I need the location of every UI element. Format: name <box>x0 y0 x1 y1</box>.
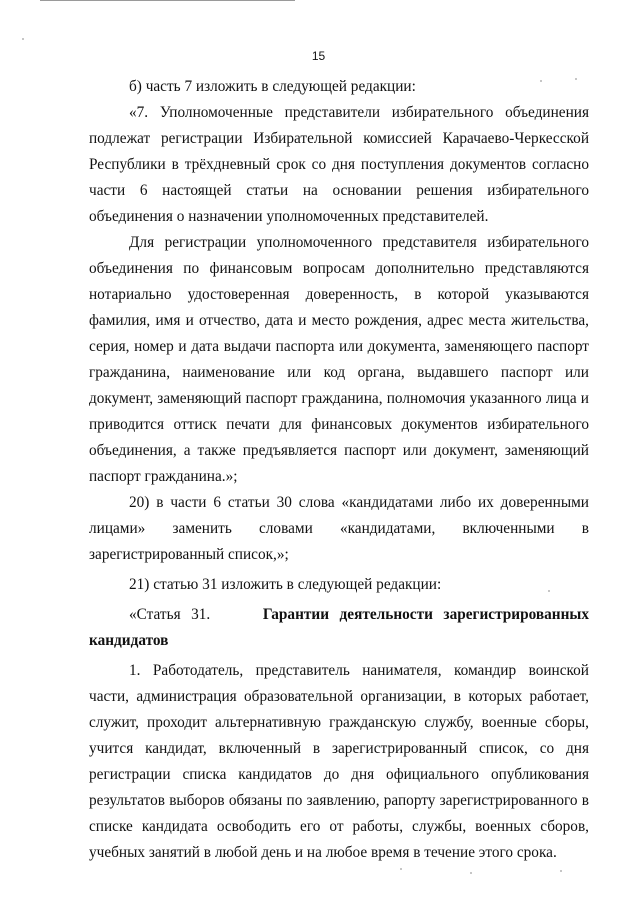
article-31-title: Гарантии деятельности зарегистрированных кандидатов <box>89 606 589 649</box>
article-31-label: «Статья 31. <box>129 606 211 623</box>
article-31-heading <box>89 602 589 654</box>
scan-edge-line <box>40 0 295 1</box>
scan-speck <box>470 872 472 874</box>
page-number: 15 <box>311 49 326 63</box>
paragraph-financial-representative: Для регистрации уполномоченного представителя избирательного объединения по финансовым вопросам дополнительно представляются нотариально удостоверенная доверенность, в которой указываются фамилия, имя и отчество, дата и место рождения, адрес места жительства, серия, номер и дата выдачи паспорта или документа, заменяющего паспорт гражданина, наименование или код органа, выдавшего паспорт или документ, заменяющий паспорт гражданина, полномочия указанного лица и приводится оттиск печати для финансовых документов избирательного объединения, а также предъявляется паспорт или документ, заменяющий паспорт гражданина.»; <box>89 234 589 485</box>
document-body <box>89 74 589 866</box>
scan-speck <box>400 868 402 870</box>
paragraph-amendment-b: б) часть 7 изложить в следующей редакции: <box>129 78 416 95</box>
paragraph-part-7: «7. Уполномоченные представители избирательного объединения подлежат регистрации Избирательной комиссией Карачаево-Черкесской Республики в трёхдневный срок со дня поступления документов согласно части 6 настоящей статьи на основании решения избирательного объединения о назначении уполномоченных представителей. <box>89 104 589 225</box>
paragraph-article-31-item-1: 1. Работодатель, представитель нанимателя, командир воинской части, администрация образовательной организации, в которых работает, служит, проходит альтернативную гражданскую службу, военные сборы, учится кандидат, включенный в зарегистрированный список, со дня регистрации списка кандидатов до дня официального опубликования результатов выборов обязаны по заявлению, рапорту зарегистрированного в списке кандидата освободить его от работы, службы, военных сборов, учебных занятий в любой день и на любое время в течение этого срока. <box>89 662 589 861</box>
scan-speck <box>22 38 24 40</box>
paragraph-amendment-20: 20) в части 6 статьи 30 слова «кандидатами либо их доверенными лицами» заменить словами «кандидатами, включенными в зарегистрированный список,»; <box>89 494 589 563</box>
paragraph-amendment-21: 21) статью 31 изложить в следующей редакции: <box>129 576 442 593</box>
scan-speck <box>560 870 562 872</box>
